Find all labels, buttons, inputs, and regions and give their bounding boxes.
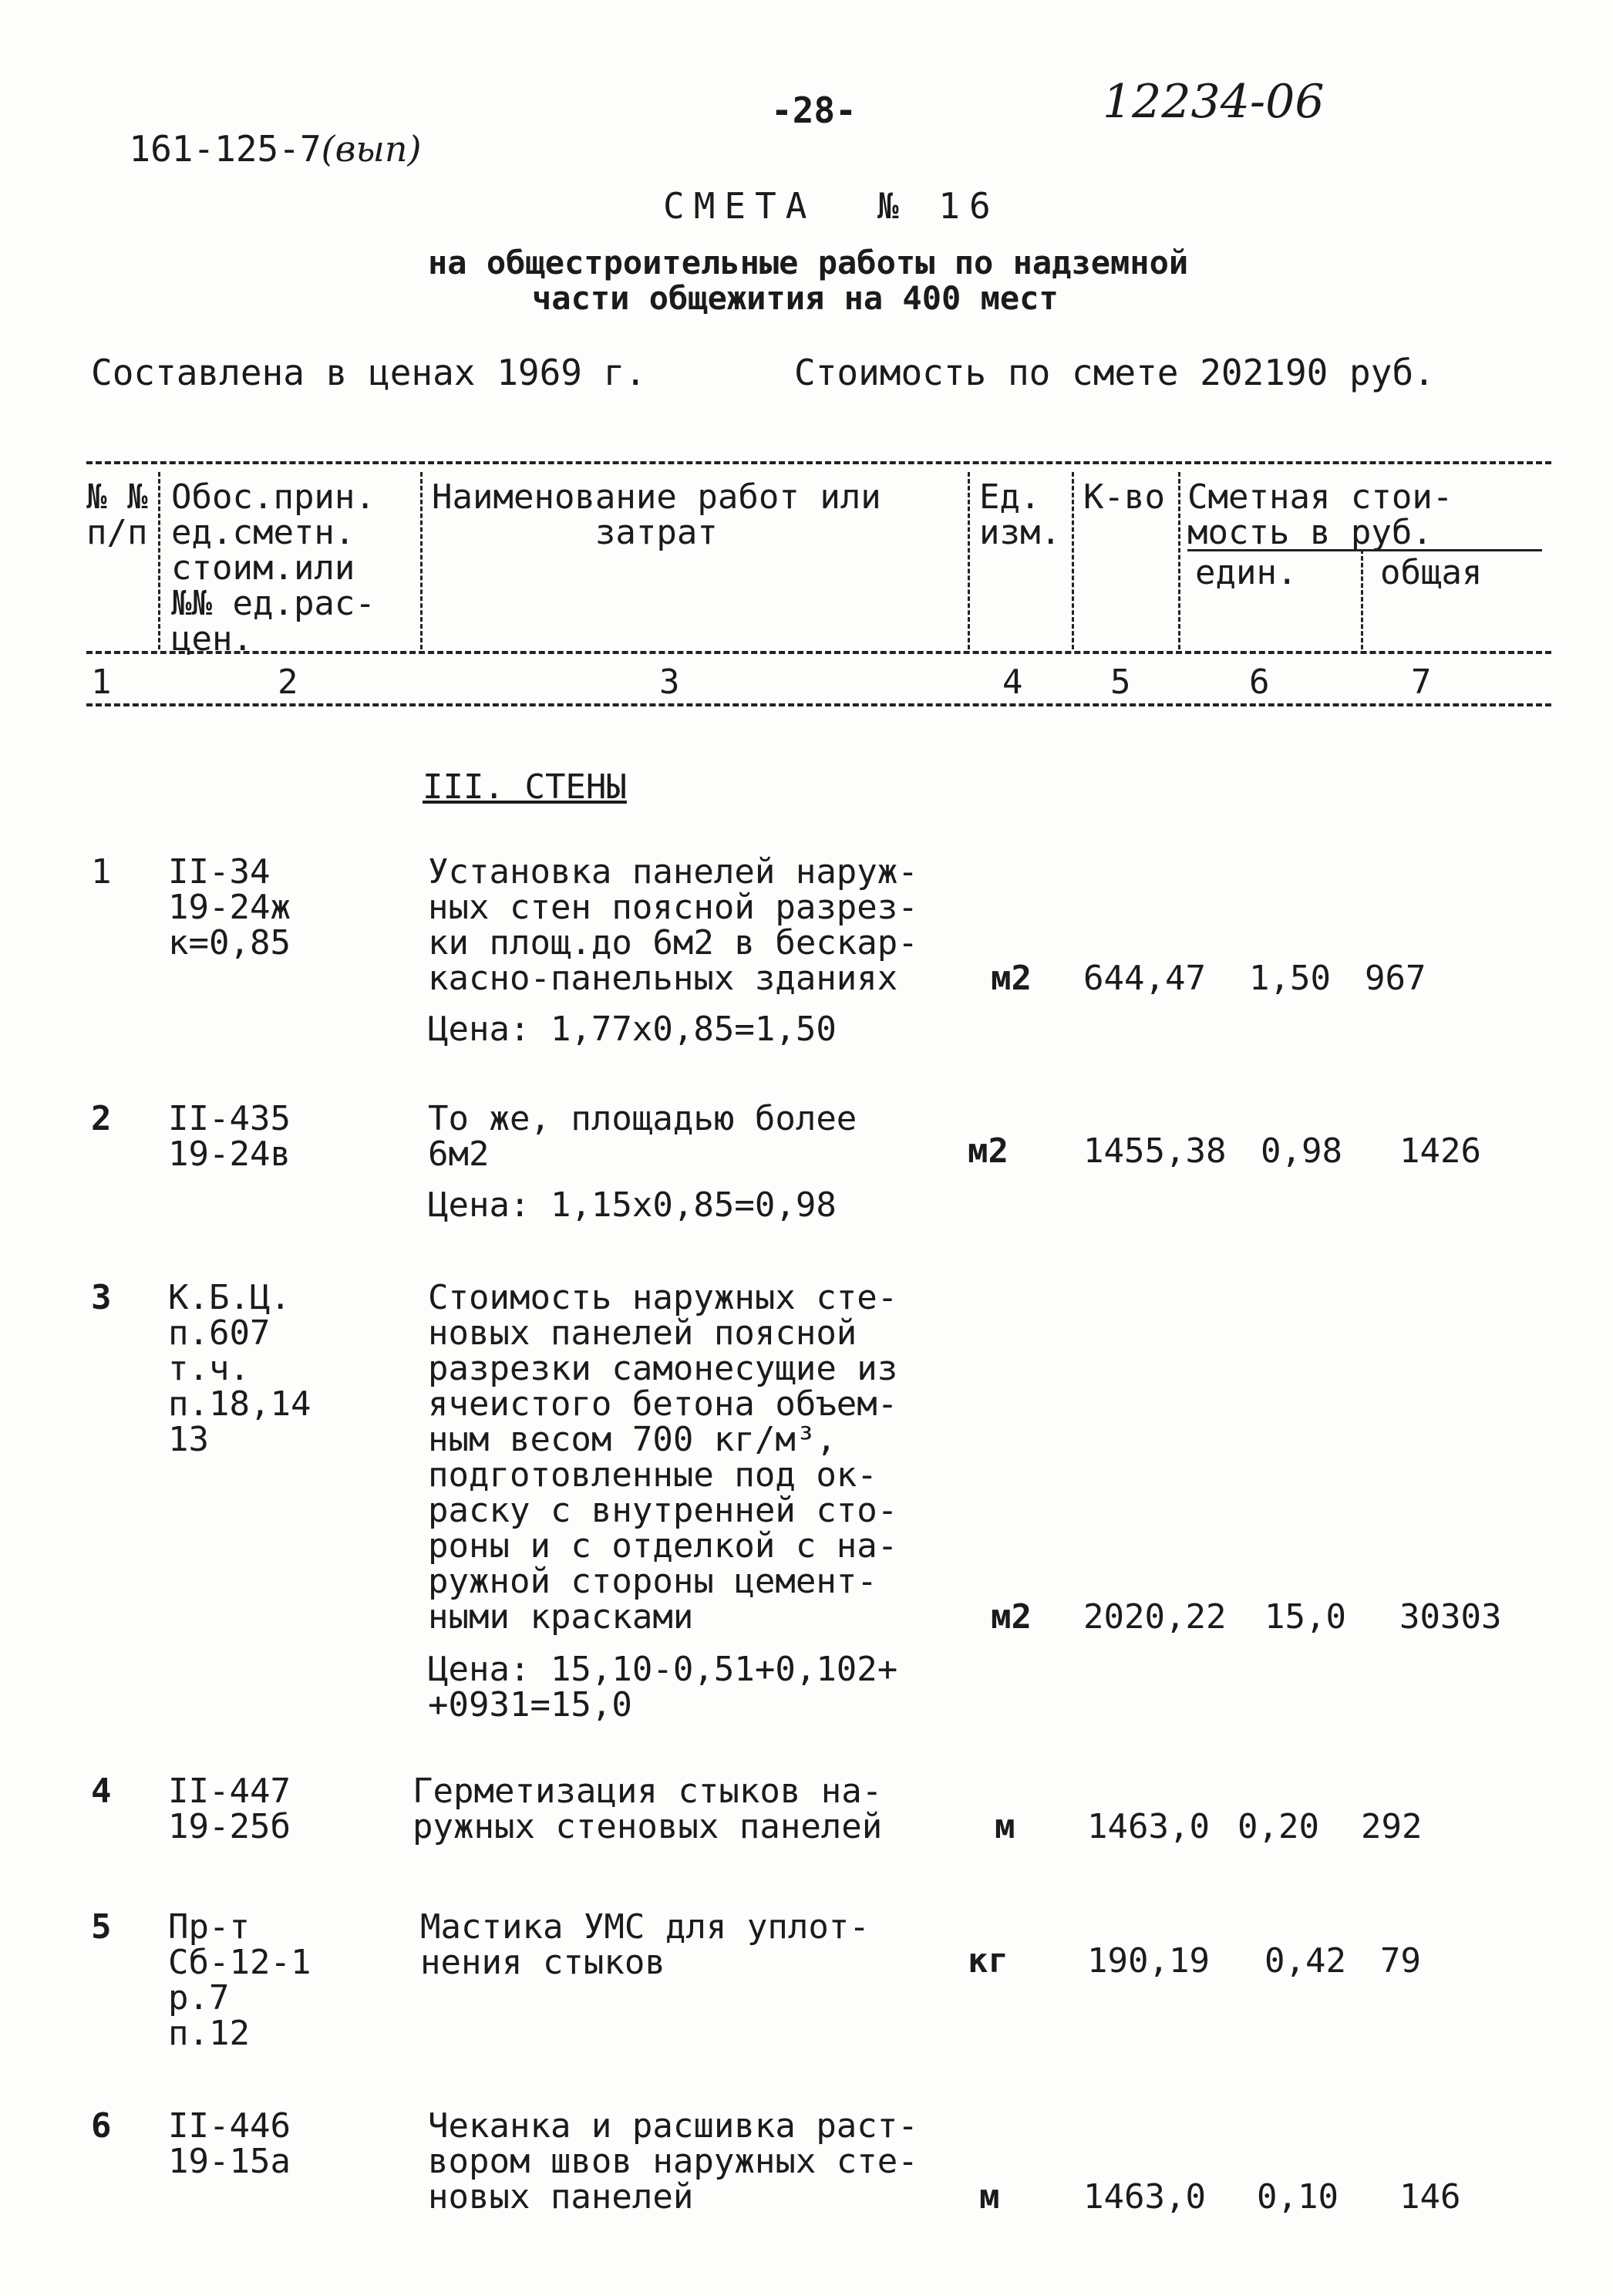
row-basis: II-446 19-15а: [168, 2106, 291, 2181]
row-unit-cost: 15,0: [1264, 1597, 1346, 1637]
row-unit-cost: 0,10: [1257, 2177, 1339, 2217]
row-description: Мастика УМС для уплот- нения стыков: [420, 1907, 870, 1982]
row-description: Установка панелей наруж- ных стен поясной разрез- ки площ.до 6м2 в бескар- касно-панельных зданиях: [428, 852, 918, 998]
row-unit-cost: 0,98: [1261, 1131, 1342, 1171]
column-number: 6: [1249, 663, 1270, 702]
row-description: Чеканка и расшивка раст- вором швов наружных сте- новых панелей: [428, 2106, 918, 2217]
col-separator: [158, 472, 160, 649]
row-number: 5: [91, 1907, 112, 1947]
header-subgroup-rule: [1187, 549, 1542, 551]
row-unit: м2: [991, 1597, 1032, 1637]
row-number: 6: [91, 2106, 112, 2146]
row-quantity: 1463,0: [1087, 1807, 1210, 1846]
row-basis: II-447 19-25б: [168, 1772, 291, 1846]
section-title: III. СТЕНЫ: [423, 767, 627, 807]
row-unit-cost: 0,42: [1264, 1941, 1346, 1981]
row-total: 1426: [1399, 1131, 1481, 1171]
row-unit: м: [979, 2177, 1000, 2217]
row-price-note: Цена: 1,77х0,85=1,50: [428, 1010, 837, 1049]
column-number: 5: [1110, 663, 1131, 702]
row-number: 2: [91, 1099, 112, 1138]
row-basis: К.Б.Ц. п.607 т.ч. п.18,14 13: [168, 1278, 311, 1459]
header-col-description: Наименование работ или затрат: [432, 477, 881, 552]
total-cost: Стоимость по смете 202190 руб.: [794, 352, 1435, 393]
header-col-quantity: К-во: [1083, 477, 1165, 517]
row-quantity: 190,19: [1087, 1941, 1210, 1981]
row-quantity: 1463,0: [1083, 2177, 1206, 2217]
col-separator: [1072, 472, 1074, 649]
row-quantity: 644,47: [1083, 959, 1206, 998]
row-unit-cost: 0,20: [1238, 1807, 1319, 1846]
col-separator: [1361, 549, 1363, 649]
row-number: 1: [91, 852, 112, 892]
row-description: Стоимость наружных сте- новых панелей поясной разрезки самонесущие из ячеистого бетона объем- ным весом 700 кг/м³, подготовленные под ок- раску с внутренней сто- роны и с отделкой с на- ружной стороны цемент- ными красками: [428, 1278, 898, 1637]
row-basis: II-34 19-24ж к=0,85: [168, 852, 291, 963]
prices-basis: Составлена в ценах 1969 г.: [91, 352, 647, 393]
row-unit-cost: 1,50: [1249, 959, 1331, 998]
row-unit: м: [995, 1807, 1015, 1846]
row-description: То же, площадью более 6м2: [428, 1099, 857, 1174]
row-basis: II-435 19-24в: [168, 1099, 291, 1174]
row-total: 146: [1399, 2177, 1461, 2217]
row-total: 967: [1365, 959, 1426, 998]
column-number: 2: [278, 663, 298, 702]
column-number: 3: [659, 663, 680, 702]
header-col-unit: Ед. изм.: [979, 477, 1061, 552]
document-title: СМЕТА № 16: [663, 185, 1000, 227]
column-numbers-rule: [86, 703, 1551, 706]
header-col-basis: Обос.прин. ед.сметн. стоим.или №№ ед.рас- цен.: [171, 477, 375, 659]
row-total: 79: [1380, 1941, 1421, 1981]
row-quantity: 1455,38: [1083, 1131, 1227, 1171]
col-separator: [968, 472, 970, 649]
row-description: Герметизация стыков на- ружных стеновых панелей: [413, 1772, 883, 1846]
row-price-note: Цена: 15,10-0,51+0,102+ +0931=15,0: [428, 1650, 898, 1725]
row-total: 292: [1361, 1807, 1423, 1846]
page-number: -28-: [771, 89, 857, 131]
column-number: 4: [1002, 663, 1023, 702]
header-col-estimated-cost: Сметная стои- мость в руб.: [1187, 477, 1453, 552]
row-unit: кг: [968, 1941, 1009, 1981]
column-number: 1: [91, 663, 112, 702]
row-number: 3: [91, 1278, 112, 1317]
col-separator: [420, 472, 423, 649]
row-quantity: 2020,22: [1083, 1597, 1227, 1637]
header-bottom-rule: [86, 651, 1551, 654]
document-subtitle-line1: на общестроительные работы по надземной: [428, 244, 1189, 282]
header-col-number: № № п/п: [86, 477, 148, 552]
document-subtitle-line2: части общежития на 400 мест: [532, 279, 1059, 317]
row-unit: м2: [968, 1131, 1009, 1171]
column-number: 7: [1411, 663, 1432, 702]
col-separator: [1178, 472, 1180, 649]
row-basis: Пр-т Сб-12-1 р.7 п.12: [168, 1907, 311, 2053]
archive-number: 12234-06: [1103, 75, 1325, 129]
row-number: 4: [91, 1772, 112, 1811]
handwritten-note: (вып): [321, 128, 422, 170]
row-total: 30303: [1399, 1597, 1502, 1637]
row-unit: м2: [991, 959, 1032, 998]
document-code: 161-125-7(вып): [129, 128, 422, 170]
table-top-rule: [86, 461, 1551, 464]
header-col-unit-cost: един.: [1195, 553, 1298, 592]
header-col-total: общая: [1380, 553, 1483, 592]
row-price-note: Цена: 1,15х0,85=0,98: [428, 1185, 837, 1225]
